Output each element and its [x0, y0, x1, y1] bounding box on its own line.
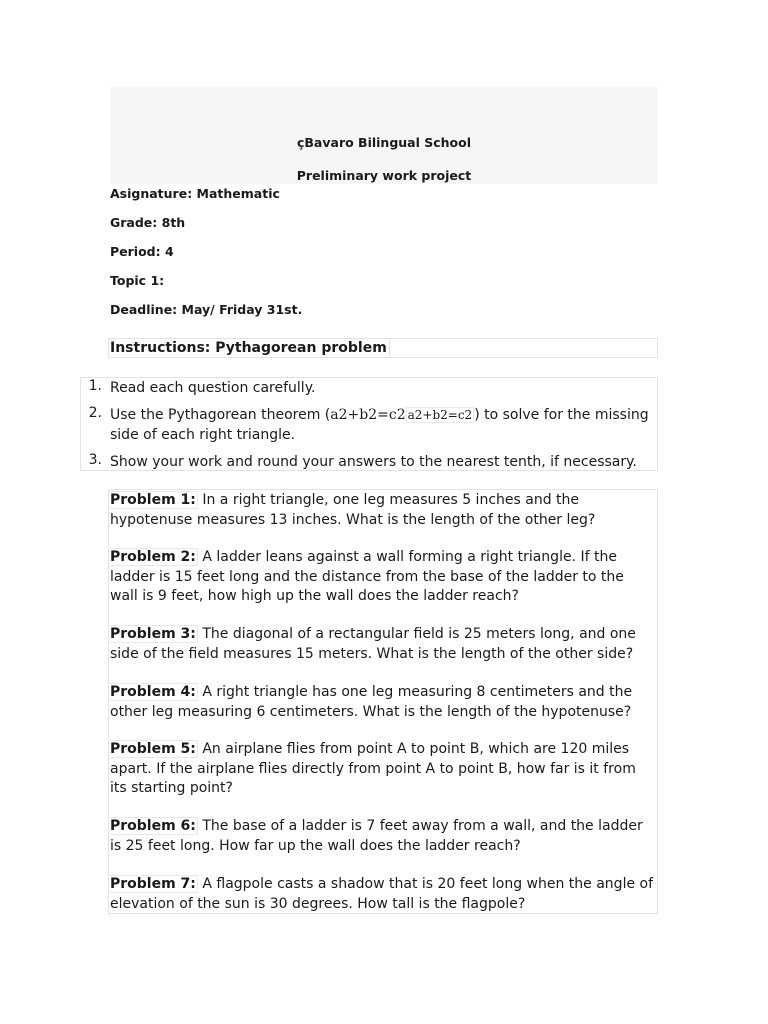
problem-text: An airplane flies from point A to point B, which are 120 miles apart. If the airplane flies directly from point A to point B, how far is it from its starting point? — [110, 741, 636, 796]
formula-text: a2+b2=c2 — [330, 407, 406, 423]
meta-grade: Grade: 8th — [110, 215, 186, 230]
problem-item — [110, 740, 656, 799]
meta-deadline: Deadline: May/ Friday 31st. — [110, 302, 303, 317]
problem-text: The diagonal of a rectangular field is 25 meters long, and one side of the field measures 15 meters. What is the length of the other side? — [110, 626, 636, 662]
problem-label: Problem 7: — [110, 876, 196, 892]
meta-topic: Topic 1: — [110, 273, 165, 288]
problem-label: Problem 6: — [110, 818, 196, 834]
step-text: Read each question carefully. — [110, 380, 316, 396]
meta-period: Period: 4 — [110, 244, 174, 259]
problem-label: Problem 5: — [110, 741, 196, 757]
problem-text: In a right triangle, one leg measures 5 inches and the hypotenuse measures 13 inches. What is the length of the other leg? — [110, 492, 596, 528]
problem-label: Problem 3: — [110, 626, 196, 642]
problem-item — [110, 817, 656, 856]
problem-label: Problem 1: — [110, 492, 196, 508]
step-number: 2. — [88, 405, 102, 421]
step-number: 1. — [88, 378, 102, 394]
step-text-formula — [110, 405, 650, 445]
problem-text: The base of a ladder is 7 feet away from a wall, and the ladder is 25 feet long. How far up the wall does the ladder reach? — [110, 818, 643, 854]
step-text: Show your work and round your answers to the nearest tenth, if necessary. — [110, 454, 637, 470]
problem-text: A ladder leans against a wall forming a right triangle. If the ladder is 15 feet long and the distance from the base of the ladder to the wall is 9 feet, how high up the wall does the ladder reach? — [110, 549, 624, 604]
step-text-after: ) to solve for the missing side of each right triangle. — [110, 407, 649, 443]
problem-text: A flagpole casts a shadow that is 20 feet long when the angle of elevation of the sun is 30 degrees. How tall is the flagpole? — [110, 876, 654, 912]
project-title: Preliminary work project — [296, 168, 472, 183]
school-name: çBavaro Bilingual School — [296, 135, 472, 150]
instructions-title: Instructions: Pythagorean problem — [110, 340, 390, 356]
problem-item — [110, 683, 656, 722]
problem-label: Problem 2: — [110, 549, 196, 565]
step-text-before: Use the Pythagorean theorem ( — [110, 407, 331, 423]
problem-item — [110, 491, 656, 530]
problem-text: A right triangle has one leg measuring 8 centimeters and the other leg measuring 6 centimeters. What is the length of the hypotenuse? — [110, 684, 633, 720]
problem-item — [110, 548, 656, 607]
formula-render: a2+b2=c2 — [407, 408, 473, 422]
step-number: 3. — [88, 452, 102, 468]
problem-item — [110, 625, 656, 664]
problem-label: Problem 4: — [110, 684, 196, 700]
meta-asignature: Asignature: Mathematic — [110, 186, 280, 201]
problem-item — [110, 875, 656, 914]
